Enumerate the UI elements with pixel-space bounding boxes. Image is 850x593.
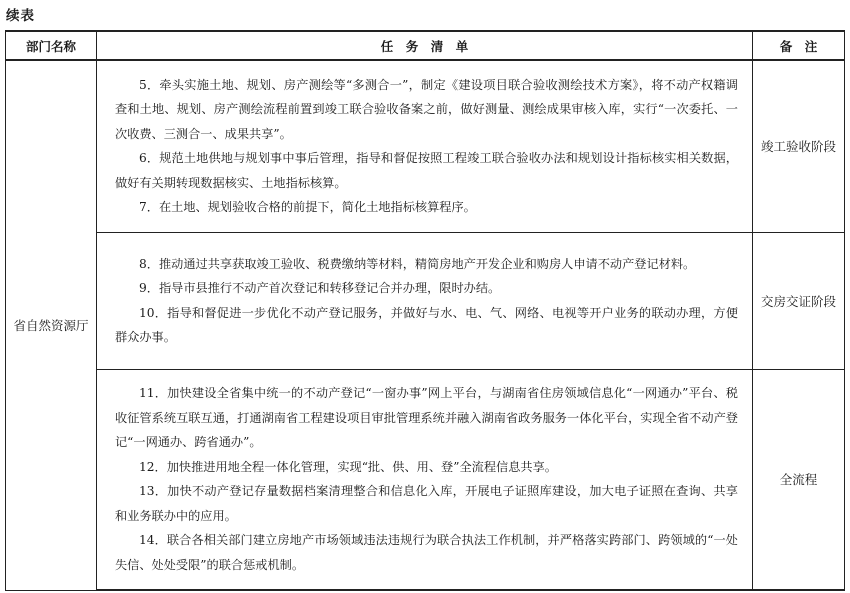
tasks-cell-handover (97, 232, 753, 369)
tasks-cell-acceptance (97, 60, 753, 232)
table-row (6, 232, 845, 369)
task-item-11: 11．加快建设全省集中统一的不动产登记“一窗办事”网上平台，与湖南省住房领域信息化“一网通办”平台、税收征管系统互联互通，打通湖南省工程建设项目审批管理系统并融入湖南省政务服务一体化平台，实现全省不动产登记“一网通办、跨省通办”。 (115, 386, 738, 450)
header-department: 部门名称 (6, 31, 97, 60)
task-item-8: 8．推动通过共享获取竣工验收、税费缴纳等材料，精简房地产开发企业和购房人申请不动产登记材料。 (139, 256, 696, 271)
task-item-14: 14．联合各相关部门建立房地产市场领域违法违规行为联合执法工作机制，并严格落实跨部门、跨领域的“一处失信、处处受限”的联合惩戒机制。 (115, 533, 738, 572)
note-cell-whole-process: 全流程 (753, 369, 845, 590)
task-item-10: 10．指导和督促进一步优化不动产登记服务，并做好与水、电、气、网络、电视等开户业务的联动办理，方便群众办事。 (115, 305, 738, 344)
task-item-13: 13．加快不动产登记存量数据档案清理整合和信息化入库，开展电子证照库建设，加大电子证照在查询、共享和业务联办中的应用。 (115, 484, 738, 523)
task-item-9: 9．指导市县推行不动产首次登记和转移登记合并办理，限时办结。 (139, 281, 501, 295)
table-header-row (6, 31, 845, 60)
task-item-6: 6．规范土地供地与规划事中事后管理，指导和督促按照工程竣工联合验收办法和规划设计指标核实相关数据，做好有关期转现数据核实、土地指标核算。 (115, 151, 738, 190)
note-cell-acceptance: 竣工验收阶段 (753, 60, 845, 232)
note-cell-handover: 交房交证阶段 (753, 232, 845, 369)
tasks-cell-whole-process (97, 369, 753, 590)
continued-table-caption: 续表 (6, 8, 35, 24)
department-cell: 省自然资源厅 (6, 60, 97, 590)
table-row (6, 369, 845, 590)
task-item-5: 5．牵头实施土地、规划、房产测绘等“多测合一”，制定《建设项目联合验收测绘技术方案》，将不动产权籍调查和土地、规划、房产测绘流程前置到竣工联合验收备案之前，做好测量、测绘成果审核入库，实行“一次委托、一次收费、三测合一、成果共享”。 (115, 77, 738, 141)
task-list-table (5, 30, 845, 591)
task-item-7: 7．在土地、规划验收合格的前提下，简化土地指标核算程序。 (139, 200, 476, 215)
table-row (6, 60, 845, 232)
header-tasks: 任 务 清 单 (97, 31, 753, 60)
task-item-12: 12．加快推进用地全程一体化管理，实现“批、供、用、登”全流程信息共享。 (139, 459, 557, 474)
header-note: 备 注 (753, 31, 845, 60)
